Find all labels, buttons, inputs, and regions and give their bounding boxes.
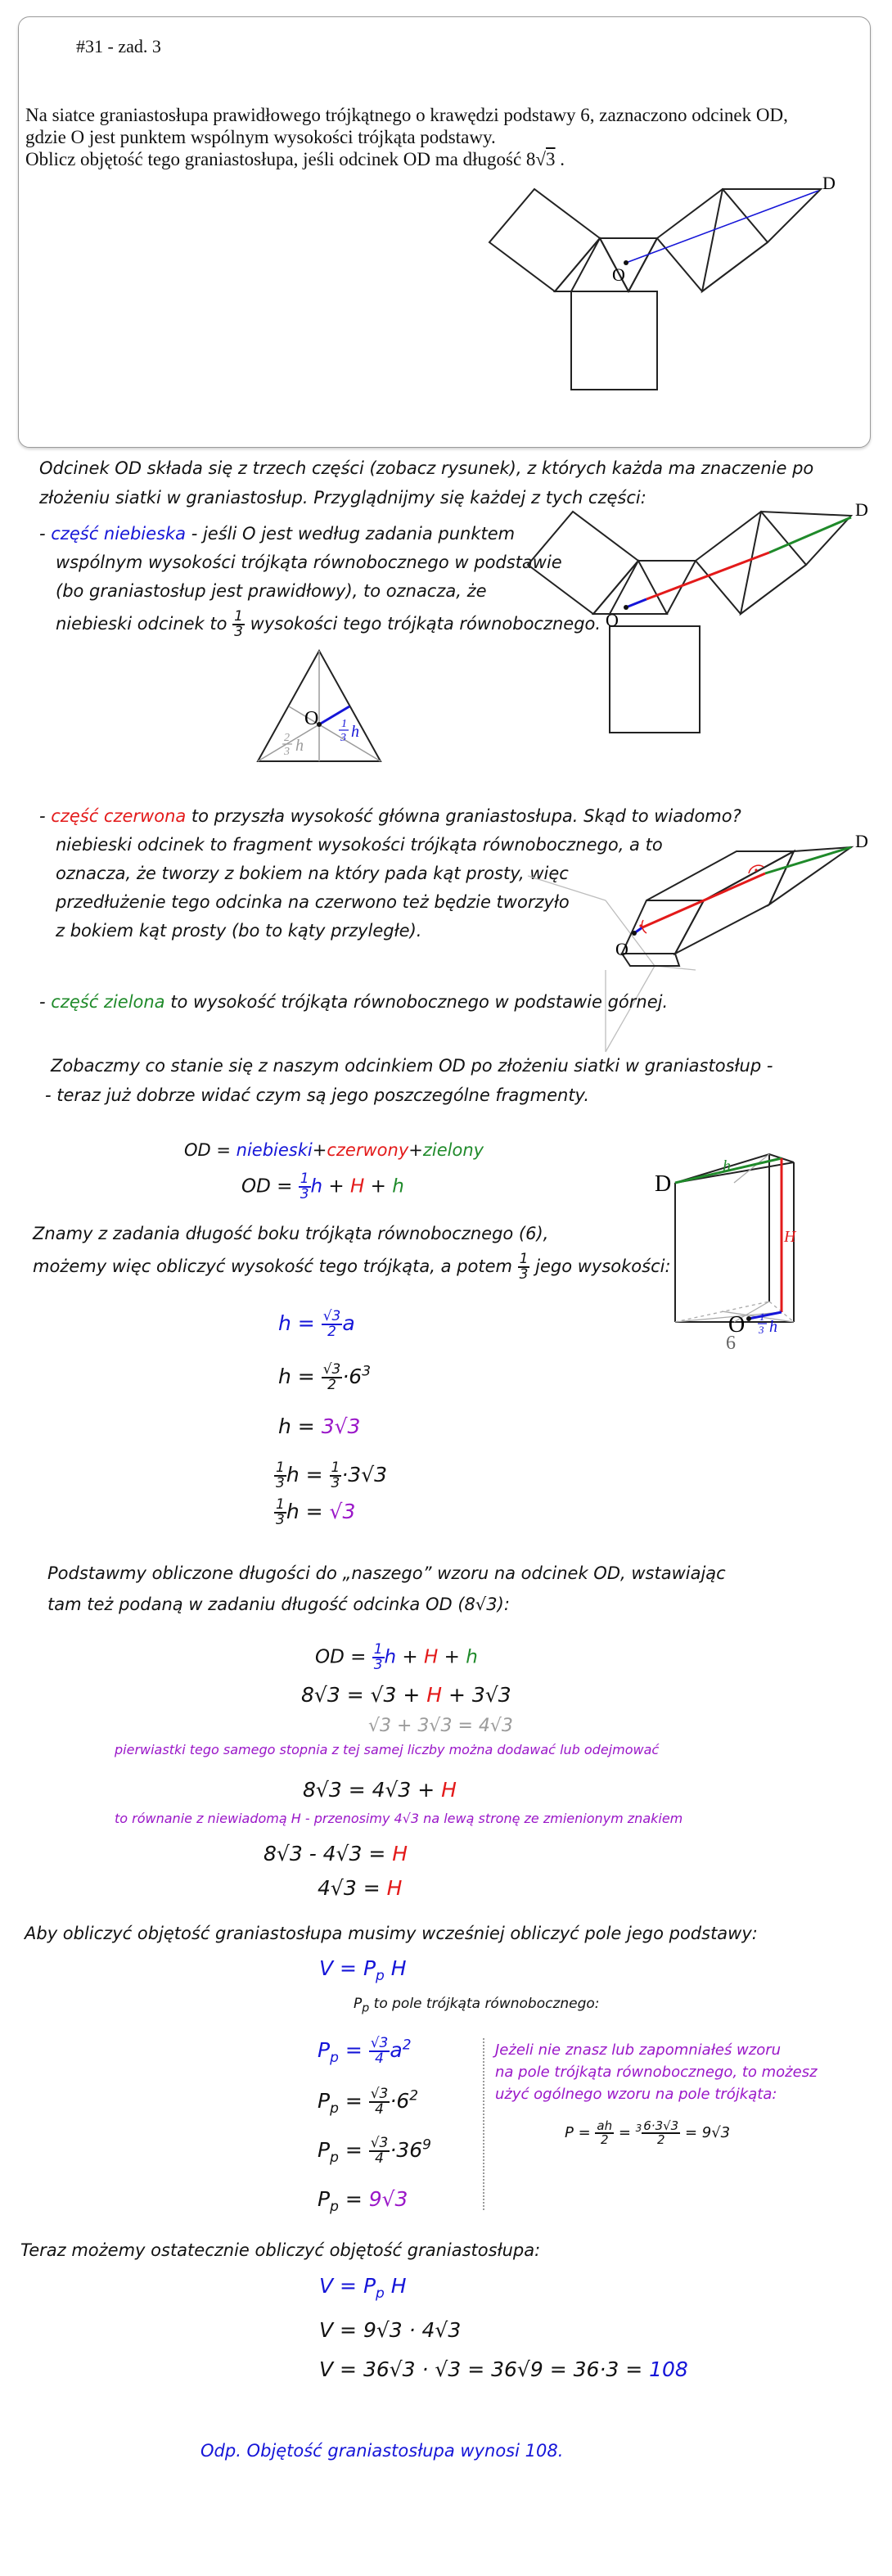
eq-final-substitute: V = 9√3 · 4√3 — [319, 2318, 462, 2342]
eq-third-height-result: $\frac{1}{3}$ h = √3 — [276, 1496, 356, 1528]
side-note-divider — [483, 2038, 484, 2210]
eq-volume-formula: $V = P_p$ H — [319, 1956, 407, 1984]
label-o-2: O — [606, 610, 619, 630]
blue-part-line-3: (bo graniastosłup jest prawidłowy), to oznacza, że — [56, 581, 487, 601]
intro-line-1: Odcinek OD składa się z trzech części (zobacz rysunek), z których każda ma znaczenie po — [39, 458, 814, 478]
svg-text:3: 3 — [284, 746, 290, 758]
svg-text:h: h — [769, 1318, 777, 1336]
label-o-1: O — [612, 264, 625, 285]
label-o-3: O — [615, 939, 628, 959]
svg-text:H: H — [784, 1228, 796, 1246]
label-d-1: D — [822, 173, 836, 193]
prism-3d — [651, 1117, 827, 1355]
label-d-2: D — [855, 499, 868, 520]
red-part-line-1: - część czerwona to przyszła wysokość główna graniastosłupa. Skąd to wiadomo? — [39, 806, 741, 826]
substitute-line-1: Podstawmy obliczone długości do „naszego” wzoru na odcinek OD, wstawiając — [47, 1563, 726, 1583]
eq-od-values: 8√3 = √3 + H + 3√3 — [301, 1683, 511, 1707]
fold-line-2: - teraz już dobrze widać czym są jego poszczególne fragmenty. — [45, 1085, 590, 1105]
note-move-term: to równanie z niewiadomą H - przenosimy 4√3 na lewą stronę ze zmienionym znakiem — [115, 1811, 683, 1826]
od-sum-symbols: OD = $\frac{1}{3}$ h + H + h — [241, 1171, 404, 1202]
base-area-note: $P_p$ to pole trójkąta równobocznego: — [354, 1996, 600, 2015]
intro-line-2: złożeniu siatki w graniastosłup. Przyglądnijmy się każdej z tych części: — [39, 488, 646, 508]
eq-area-substitute: $P_p$ = $\frac{√3}{4}$ $\cdot 6^2$ — [318, 2086, 419, 2118]
point-o-2 — [624, 605, 628, 610]
eq-move: 8√3 - 4√3 = H — [264, 1842, 408, 1865]
final-intro: Teraz możemy ostatecznie obliczyć objętość graniastosłupa: — [20, 2240, 541, 2260]
svg-text:3: 3 — [759, 1324, 764, 1336]
volume-intro: Aby obliczyć objętość graniastosłupa musimy wcześniej obliczyć pole jego podstawy: — [25, 1924, 758, 1943]
eq-area-result: $P_p = 9√3$ — [318, 2187, 408, 2215]
eq-height-formula: h = $\frac{√3}{2}$ a — [278, 1308, 355, 1340]
answer: Odp. Objętość graniastosłupa wynosi 108. — [200, 2441, 564, 2461]
eq-area-square: $P_p$ = $\frac{√3}{4}$ $\cdot 36^9$ — [318, 2135, 431, 2167]
eq-height-substitute: h = $\frac{√3}{2}$ $\cdot 6^3$ — [278, 1361, 372, 1393]
known-line-2: możemy więc obliczyć wysokość tego trójkąta, a potem $\frac{1}{3}$ jego wysokości: — [33, 1251, 671, 1283]
fold-line-1: Zobaczmy co stanie się z naszym odcinkiem OD po złożeniu siatki w graniastosłup - — [51, 1056, 773, 1076]
side-note-line-2: na pole trójkąta równobocznego, to możesz — [495, 2064, 818, 2081]
eq-simplified: 8√3 = 4√3 + H — [303, 1778, 457, 1802]
svg-text:6: 6 — [726, 1333, 736, 1354]
eq-od-formula: OD = $\frac{1}{3}$ h + H + h — [315, 1641, 478, 1673]
note-roots: pierwiastki tego samego stopnia z tej samej liczby można dodawać lub odejmować — [115, 1742, 660, 1757]
net-diagram-3 — [524, 823, 884, 1068]
net-diagram-2 — [524, 487, 884, 765]
task-line-2: gdzie O jest punktem wspólnym wysokości trójkąta podstawy. — [25, 127, 496, 147]
prism-label-o: O — [728, 1312, 746, 1338]
eq-height-result: h = 3√3 — [278, 1414, 361, 1438]
prism-label-d: D — [655, 1171, 672, 1197]
fraction-one-third: $\frac{1}{3}$ — [234, 608, 243, 640]
equilateral-triangle — [250, 638, 389, 769]
od-sum-words: OD = niebieski+czerwony+zielony — [184, 1140, 484, 1160]
od-segment-1 — [626, 191, 818, 263]
svg-text:3: 3 — [340, 732, 346, 744]
red-part-line-5: z bokiem kąt prosty (bo to kąty przyległe). — [56, 921, 422, 941]
green-part-line-1: - część zielona to wysokość trójkąta równobocznego w podstawie górnej. — [39, 992, 669, 1012]
eq-area-formula: $P_p$ = $\frac{√3}{4}$ $a^2$ — [318, 2035, 412, 2067]
task-line-3: Oblicz objętość tego graniastosłupa, jeśli odcinek OD ma długość 8√3 . — [25, 149, 565, 169]
label-d-3: D — [855, 831, 868, 851]
svg-text:h: h — [351, 723, 359, 741]
blue-part-line-1: - część niebieska - jeśli O jest według zadania punktem — [39, 524, 516, 544]
task-header: #31 - zad. 3 — [76, 36, 161, 56]
svg-text:2: 2 — [284, 732, 290, 744]
red-part-line-2: niebieski odcinek to fragment wysokości trójkąta równobocznego, a to — [56, 835, 663, 855]
side-note-formula: P = $\frac{ah}{2}$ = $^3$ $\frac{6\cdot 3√3}{2}$ = 9√3 — [565, 2118, 731, 2147]
svg-text:1: 1 — [341, 718, 347, 730]
eq-third-height: $\frac{1}{3}$ h = $\frac{1}{3}$ ·3√3 — [276, 1459, 388, 1491]
eq-final-formula: $V = P_p$ H — [319, 2274, 407, 2302]
svg-text:h: h — [723, 1157, 731, 1175]
eq-final-result: V = 36√3 · √3 = 36√9 = 36·3 = 108 — [319, 2357, 688, 2381]
known-line-1: Znamy z zadania długość boku trójkąta równobocznego (6), — [33, 1224, 549, 1243]
blue-part-line-4: niebieski odcinek to $\frac{1}{3}$ wysokości tego trójkąta równobocznego. — [56, 608, 601, 640]
eq-root-sum-gray: √3 + 3√3 = 4√3 — [368, 1716, 513, 1736]
blue-part-line-2: wspólnym wysokości trójkąta równobocznego w podstawie — [56, 553, 562, 572]
blue-segment — [626, 599, 646, 607]
red-part-line-3: oznacza, że tworzy z bokiem na który pada kąt prosty, więc — [56, 864, 569, 883]
side-note-line-1: Jeżeli nie znasz lub zapomniałeś wzoru — [495, 2041, 782, 2059]
eq-H-result: 4√3 = H — [318, 1876, 403, 1900]
side-note-line-3: użyć ogólnego wzoru na pole trójkąta: — [495, 2086, 777, 2103]
task-line-1: Na siatce graniastosłupa prawidłowego trójkątnego o krawędzi podstawy 6, zaznaczono odcinek OD, — [25, 105, 788, 125]
red-segment — [646, 553, 769, 599]
task-box — [18, 16, 871, 448]
substitute-line-2: tam też podaną w zadaniu długość odcinka OD (8√3): — [47, 1595, 510, 1614]
svg-text:h: h — [295, 737, 304, 755]
red-part-line-4: przedłużenie tego odcinka na czerwono też będzie tworzyło — [56, 892, 570, 912]
tri-label-o: O — [304, 708, 319, 729]
net-diagram-1 — [485, 165, 845, 443]
svg-text:1: 1 — [759, 1311, 765, 1323]
